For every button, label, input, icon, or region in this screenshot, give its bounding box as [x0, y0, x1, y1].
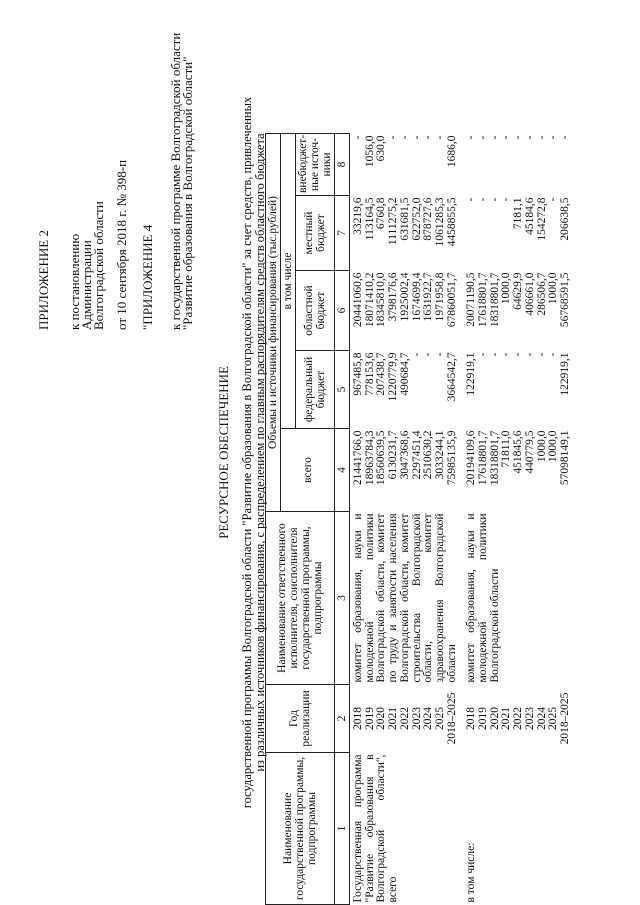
regional-sum-cell: 56768591,5 — [558, 272, 571, 328]
extra-cell: - — [547, 135, 560, 140]
regional-cell: 20441060,6 — [352, 272, 364, 328]
header-regional: областной бюджет — [296, 271, 335, 351]
local-cell: 154272,8 — [535, 197, 548, 241]
local-cell: 1111275,2 — [387, 197, 400, 246]
federal-cell: 122919,1 — [465, 352, 478, 396]
federal-cell: - — [433, 352, 446, 357]
sub-row-label: в том числе: — [465, 842, 478, 903]
extra-cell: 1056,0 — [363, 135, 376, 168]
total-cell: 3047368,6 — [398, 430, 411, 480]
total-sum-cell: 75985135,9 — [445, 430, 458, 486]
year-cell: 2019 — [477, 707, 490, 730]
extra-cell: - — [488, 135, 501, 140]
regional-cell: 406661,0 — [523, 272, 536, 316]
federal-cell: 967485,8 — [352, 352, 364, 396]
extra-cell: - — [433, 135, 446, 140]
year-cell: 2019 — [363, 707, 376, 730]
regional-cell: 18071410,2 — [363, 272, 376, 328]
local-cell: - — [500, 197, 513, 202]
header-name: Наименование государственной программы, подпрограммы — [266, 753, 335, 905]
header-extra: внебюджет-ные источ-ники — [296, 133, 335, 195]
extra-sum-cell: 1686,0 — [445, 135, 458, 168]
local-cell: 6760,8 — [375, 197, 388, 230]
year-cell: 2022 — [512, 707, 525, 730]
col-number-4: 4 — [335, 429, 350, 512]
total-cell: 451845,6 — [512, 430, 525, 474]
federal-cell: 1220779,9 — [387, 352, 400, 402]
regional-cell: 1971958,8 — [433, 272, 446, 322]
extra-cell: - — [422, 135, 435, 140]
year-cell: 2022 — [398, 707, 411, 730]
program-ref-line-2: "Развитие образования в Волгоградской области" — [180, 56, 195, 330]
year-cell: 2024 — [422, 707, 435, 730]
regional-cell: 17618801,7 — [477, 272, 490, 328]
local-cell: 1061285,3 — [433, 197, 446, 247]
local-sum-cell: 4458855,5 — [445, 197, 458, 247]
local-cell: 622752,0 — [410, 197, 423, 241]
total-cell: 17618801,7 — [477, 430, 490, 486]
header-federal: федеральный бюджет — [296, 351, 335, 429]
federal-cell: - — [422, 352, 435, 357]
federal-cell: - — [512, 352, 525, 357]
extra-cell: - — [500, 135, 513, 140]
document-subtitle-line-2: из различных источников финансирования, с распределением по главным распорядителям средств областного бюджета — [253, 133, 267, 772]
extra-cell: 630,0 — [375, 135, 388, 162]
year-cell: 2021 — [500, 707, 513, 730]
year-cell: 2020 — [375, 707, 388, 730]
year-cell: 2018 — [465, 707, 478, 730]
appendix-4-label: "ПРИЛОЖЕНИЕ 4 — [140, 224, 155, 330]
federal-cell: - — [410, 352, 423, 357]
total-cell: 3033244,1 — [433, 430, 446, 480]
local-cell: - — [488, 197, 501, 202]
federal-sum-cell: 122919,1 — [558, 352, 571, 396]
extra-cell: - — [352, 135, 364, 140]
regional-cell: 1000,0 — [500, 272, 513, 305]
year-cell: 2020 — [488, 707, 501, 730]
federal-cell: - — [488, 352, 501, 357]
year-cell: 2023 — [410, 707, 423, 730]
header-year: Год реализации — [266, 685, 335, 753]
extra-cell: - — [410, 135, 423, 140]
regional-cell: 286506,7 — [535, 272, 548, 316]
regional-cell: 18345810,0 — [375, 272, 388, 328]
year-cell: 2025 — [433, 707, 446, 730]
local-sum-cell: 206638,5 — [558, 197, 571, 241]
regional-sum-cell: 67860051,7 — [445, 272, 458, 328]
decree-line-3: Волгоградской области — [91, 201, 106, 330]
header-local: местный бюджет — [296, 196, 335, 271]
regional-cell: 18318801,7 — [488, 272, 501, 328]
year-total-cell: 2018–2025 — [558, 692, 571, 745]
local-cell: 7181,1 — [512, 197, 525, 230]
year-total-cell: 2018–2025 — [445, 692, 458, 745]
header-executor: Наименование ответственного исполнителя, соисполнителя государственной программы, подпрограммы — [266, 512, 335, 685]
regional-cell: 1631922,7 — [422, 272, 435, 322]
total-cell: 20194109,6 — [465, 430, 478, 486]
year-cell: 2023 — [523, 707, 536, 730]
total-cell: 21441766,0 — [352, 430, 364, 486]
federal-cell: - — [477, 352, 490, 357]
regional-cell: 64629,9 — [512, 272, 525, 310]
col-number-7: 7 — [335, 196, 350, 271]
regional-cell: 1674699,4 — [410, 272, 423, 322]
extra-cell: - — [477, 135, 490, 140]
total-sum-cell: 57098149,1 — [558, 430, 571, 486]
federal-cell: - — [523, 352, 536, 357]
col-number-8: 8 — [335, 133, 350, 195]
extra-cell: - — [535, 135, 548, 140]
program-row — [350, 56, 365, 904]
extra-cell: - — [512, 135, 525, 140]
decree-date: от 10 сентября 2018 г. № 398-п — [114, 159, 129, 330]
local-cell: 878727,6 — [422, 197, 435, 241]
total-cell: 71811,0 — [500, 430, 513, 468]
extra-sum-cell: - — [558, 135, 571, 140]
extra-cell: - — [387, 135, 400, 140]
appendix-2-label: ПРИЛОЖЕНИЕ 2 — [36, 230, 51, 330]
header-including: в том числе — [281, 133, 296, 428]
col-number-1: 1 — [335, 753, 350, 905]
federal-cell: - — [500, 352, 513, 357]
total-cell: 1000,0 — [547, 430, 560, 463]
total-cell: 18963784,3 — [363, 430, 376, 486]
federal-cell: 490684,7 — [398, 352, 411, 396]
document-title: РЕСУРСНОЕ ОБЕСПЕЧЕНИЕ — [216, 366, 231, 539]
regional-cell: 20071190,5 — [465, 272, 478, 327]
resource-table — [265, 56, 572, 905]
regional-cell: 3798176,6 — [387, 272, 400, 322]
col-number-2: 2 — [335, 685, 350, 753]
extra-cell: - — [523, 135, 536, 140]
total-cell: 1000,0 — [535, 430, 548, 463]
document-subtitle-line-1: государственной программы Волгоградской области "Развитие образования в Волгоградской области" за счет средств, привлеченных — [240, 96, 254, 809]
year-cell: 2021 — [387, 707, 400, 730]
regional-cell: 1000,0 — [547, 272, 560, 305]
year-cell: 2024 — [535, 707, 548, 730]
federal-sum-cell: 3664542,7 — [445, 352, 458, 402]
sub-row-executor: комитет образования, науки и молодежной политики Волгоградской области — [465, 513, 501, 683]
local-cell: - — [477, 197, 490, 202]
header-funding: Объемы и источники финансирования (тыс.рублей) — [266, 133, 281, 511]
decree-line-1: к постановлению — [67, 233, 82, 330]
program-executor: комитет образования, науки и молодежной политики Волгоградской области, комитет по труду и занятости населения Волгоградской области, комитет строительства Волгоградской области, комитет здравоохранения Волгоградской области — [352, 513, 458, 683]
local-cell: - — [465, 197, 478, 202]
local-cell: 113164,5 — [363, 197, 376, 241]
col-number-3: 3 — [335, 512, 350, 685]
header-total: всего — [281, 429, 335, 512]
total-cell: 2297451,4 — [410, 430, 423, 480]
local-cell: 631681,5 — [398, 197, 411, 241]
federal-cell: - — [535, 352, 548, 357]
federal-cell: 207438,7 — [375, 352, 388, 396]
year-cell: 2018 — [352, 707, 364, 730]
total-cell: 18560639,5 — [375, 430, 388, 486]
federal-cell: 778153,6 — [363, 352, 376, 396]
decree-line-2: Администрации — [79, 240, 94, 330]
extra-cell: - — [398, 135, 411, 140]
col-number-6: 6 — [335, 271, 350, 351]
regional-cell: 1925002,4 — [398, 272, 411, 322]
local-cell: - — [547, 197, 560, 202]
col-number-5: 5 — [335, 351, 350, 429]
program-name: Государственная программа "Развитие образования в Волгоградской области", всего — [352, 754, 400, 903]
extra-cell: - — [465, 135, 478, 140]
total-cell: 2510630,2 — [422, 430, 435, 480]
program-ref-line-1: к государственной программе Волгоградской области — [168, 32, 183, 330]
local-cell: 45184,6 — [523, 197, 536, 235]
local-cell: 33219,6 — [352, 197, 364, 235]
federal-cell: - — [547, 352, 560, 357]
total-cell: 440779,5 — [523, 430, 536, 474]
total-cell: 6130231,7 — [387, 430, 400, 480]
total-cell: 18318801,7 — [488, 430, 501, 486]
year-cell: 2025 — [547, 707, 560, 730]
